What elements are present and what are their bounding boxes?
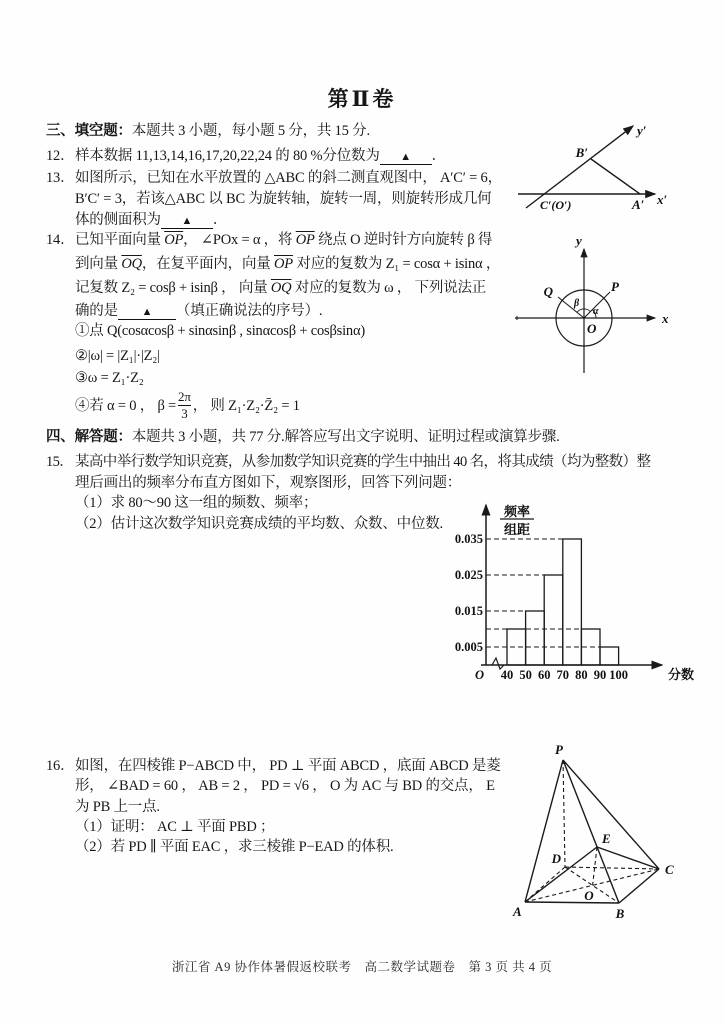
section4-heading <box>46 428 560 447</box>
histogram-x-tick: 70 <box>556 668 570 682</box>
q12-text: 样本数据 11,13,14,16,17,20,22,24 的 80 %分位数为 <box>75 148 380 164</box>
q15-text4: （2）估计这次数学知识竞赛成绩的平均数、众数、中位数. <box>75 516 443 532</box>
q13-period: ． <box>212 212 228 228</box>
q14-option4-text-a: ④若 α = 0 ， β = <box>75 397 177 414</box>
histogram-ylabel-denominator: 组距 <box>503 522 531 537</box>
question-15-line3 <box>75 494 317 513</box>
label-vertex-c: C <box>665 862 674 877</box>
figure-histogram <box>450 495 724 693</box>
q14-t10: （填正确说法的序号）. <box>175 303 323 319</box>
section3-label: 三、填空题： <box>46 123 132 139</box>
histogram-x-tick: 60 <box>537 668 551 682</box>
question-15-line2 <box>75 474 461 493</box>
label-point-e: E <box>602 831 611 846</box>
question-16-line3 <box>75 798 160 817</box>
label-y-axis: y <box>576 233 582 248</box>
question-14-line4 <box>75 302 322 321</box>
question-15-line1 <box>46 453 650 472</box>
histogram-x-tick: 50 <box>519 668 532 682</box>
q16-text2: 形， ∠BAD = 60 ， AB = 2 ， PD = √6 ， O 为 AC 与 BD 的交点， E <box>75 778 495 794</box>
section3-desc: 本题共 3 小题，每小题 5 分，共 15 分. <box>131 123 370 139</box>
question-14-line2 <box>75 255 500 274</box>
question-15-line4 <box>75 515 443 534</box>
q12-answer-blank: ▲ <box>380 151 432 165</box>
label-c-o-prime: C′(O′) <box>540 198 572 212</box>
q13-number: 13． <box>46 170 75 186</box>
histogram-origin-label: O <box>475 668 485 682</box>
q14-answer-blank: ▲ <box>118 306 176 320</box>
q14-option-3 <box>75 369 144 388</box>
circle-figure-lines <box>515 249 655 373</box>
question-13-line2 <box>75 190 491 209</box>
q14-t5: ，在复平面内，向量 <box>141 256 274 272</box>
pyramid-hidden-edges <box>525 760 659 903</box>
q13-text1: 如图所示，已知在水平放置的 △ABC 的斜二测直观图中， A′C′ = 6， <box>75 170 502 186</box>
label-vertex-a: A <box>513 904 522 919</box>
q14-option4-text-b: ， 则 Z₁·Z₂·Z̄₂ = 1 <box>192 397 300 414</box>
histogram-bar <box>563 539 582 665</box>
label-point-q: Q <box>543 284 553 299</box>
q14-option1-text: ①点 Q(cosαcosβ + sinαsinβ , sinαcosβ + cosβsinα) <box>75 323 365 339</box>
label-b-prime: B′ <box>575 145 588 160</box>
q14-t3: 绕点 O 逆时针方向旋转 β 得 <box>314 232 493 248</box>
histogram-y-tick: 0.015 <box>454 604 483 618</box>
histogram-y-tick: 0.035 <box>454 532 483 546</box>
vector-op: $\overline{OP}$ <box>274 256 293 272</box>
q16-text4: （1）证明： AC ⊥ 平面 PBD ； <box>75 819 275 835</box>
histogram-bar <box>600 647 619 665</box>
fraction-two-pi-thirds <box>178 390 191 422</box>
q13-answer-blank: ▲ <box>161 215 213 229</box>
label-angle-alpha: α <box>593 306 599 317</box>
question-13-line1 <box>46 169 502 188</box>
label-y-prime-axis: y′ <box>637 123 647 138</box>
pyramid-solid-edges <box>525 760 659 903</box>
question-16-line1 <box>46 757 501 776</box>
histogram-x-tick: 40 <box>500 668 514 682</box>
label-apex-p: P <box>555 742 563 757</box>
q12-period: ． <box>431 148 446 164</box>
label-point-p: P <box>611 279 619 294</box>
section3-heading <box>46 122 370 141</box>
q15-text3: （1）求 80～90 这一组的频数、频率； <box>75 495 318 511</box>
section4-label: 四、解答题： <box>46 429 132 445</box>
q14-option-4 <box>75 390 300 422</box>
histogram-x-tick: 80 <box>575 668 588 682</box>
q14-option-1 <box>75 322 365 341</box>
q14-option2-text: ②|ω| = |Z₁|·|Z₂| <box>75 348 160 364</box>
question-14-line3 <box>75 279 486 298</box>
histogram-ylabel-numerator: 频率 <box>503 504 531 519</box>
q14-t9: 确的是 <box>75 303 118 319</box>
question-16-line4 <box>75 818 274 837</box>
fraction-numerator: 2π <box>178 389 191 405</box>
histogram-plot-area <box>455 532 628 682</box>
figure-pyramid <box>505 732 680 922</box>
page-footer: 浙江省 A9 协作体暑假返校联考 高二数学试题卷 第 3 页 共 4 页 <box>171 960 553 974</box>
figure-unit-circle <box>513 233 678 383</box>
label-center-o: O <box>584 888 594 903</box>
histogram-y-tick: 0.005 <box>454 640 483 654</box>
label-vertex-b: B <box>615 906 625 921</box>
histogram-x-tick: 90 <box>593 668 607 682</box>
section4-desc: 本题共 3 小题，共 77 分.解答应写出文字说明、证明过程或演算步骤. <box>131 429 560 445</box>
q14-t6: 对应的复数为 Z₁ = cosα + isinα ， <box>292 256 501 272</box>
triangle-figure-lines <box>518 126 655 208</box>
q14-t7: 记复数 Z₂ = cosβ + isinβ ， 向量 <box>75 280 271 296</box>
q14-t1: 已知平面向量 <box>75 232 165 248</box>
q14-number: 14． <box>46 232 75 248</box>
histogram-bar <box>544 575 563 665</box>
question-12 <box>46 147 446 166</box>
label-vertex-d: D <box>551 851 561 866</box>
vector-oq: $\overline{OQ}$ <box>121 256 142 272</box>
q16-text5: （2）若 PD ∥ 平面 EAC ，求三棱锥 P−EAD 的体积. <box>75 839 394 855</box>
question-16-line5 <box>75 838 393 857</box>
label-angle-beta: β <box>574 298 580 309</box>
label-x-axis: x <box>662 311 669 326</box>
question-13-line3 <box>75 211 227 230</box>
page-title: 第Ⅱ卷 <box>327 87 397 111</box>
q15-text2: 理后画出的频率分布直方图如下，观察图形，回答下列问题： <box>75 475 462 491</box>
q13-text3: 体的侧面积为 <box>75 212 161 228</box>
label-a-prime: A′ <box>632 197 645 212</box>
question-16-line2 <box>75 777 495 796</box>
label-origin-o: O <box>587 321 597 336</box>
histogram-x-tick: 100 <box>609 668 628 682</box>
fraction-denominator: 3 <box>178 405 190 422</box>
vector-op: $\overline{OP}$ <box>295 232 315 248</box>
q16-text3: 为 PB 上一点. <box>75 799 160 815</box>
q16-text1: 如图，在四棱锥 P−ABCD 中， PD ⊥ 平面 ABCD ，底面 ABCD 是菱 <box>75 758 501 774</box>
q15-number: 15． <box>46 454 74 470</box>
q14-t2: ， ∠POx = α ，将 <box>183 232 296 248</box>
vector-oq: $\overline{OQ}$ <box>270 280 292 296</box>
q13-text2: B′C′ = 3，若该△ABC 以 BC 为旋转轴，旋转一周，则旋转形成几何 <box>75 191 492 207</box>
histogram-y-tick: 0.025 <box>454 568 483 582</box>
vector-op: $\overline{OP}$ <box>164 232 184 248</box>
label-x-prime-axis: x′ <box>657 192 668 207</box>
q14-t4: 到向量 <box>75 256 122 272</box>
q16-number: 16． <box>46 758 75 774</box>
q14-t8: 对应的复数为 ω ， 下列说法正 <box>291 280 487 296</box>
histogram-xlabel: 分数 <box>668 667 695 682</box>
q14-option3-text: ③ω = Z₁·Z₂ <box>75 370 144 386</box>
q14-option-2 <box>75 347 160 366</box>
histogram-bar <box>526 611 545 665</box>
figure-oblique-triangle <box>505 112 723 217</box>
q12-number: 12． <box>46 148 75 164</box>
question-14-line1 <box>46 231 492 250</box>
q15-text1: 某高中举行数学知识竞赛，从参加数学知识竞赛的学生中抽出 40 名，将其成绩（均为整数）整 <box>75 454 651 470</box>
